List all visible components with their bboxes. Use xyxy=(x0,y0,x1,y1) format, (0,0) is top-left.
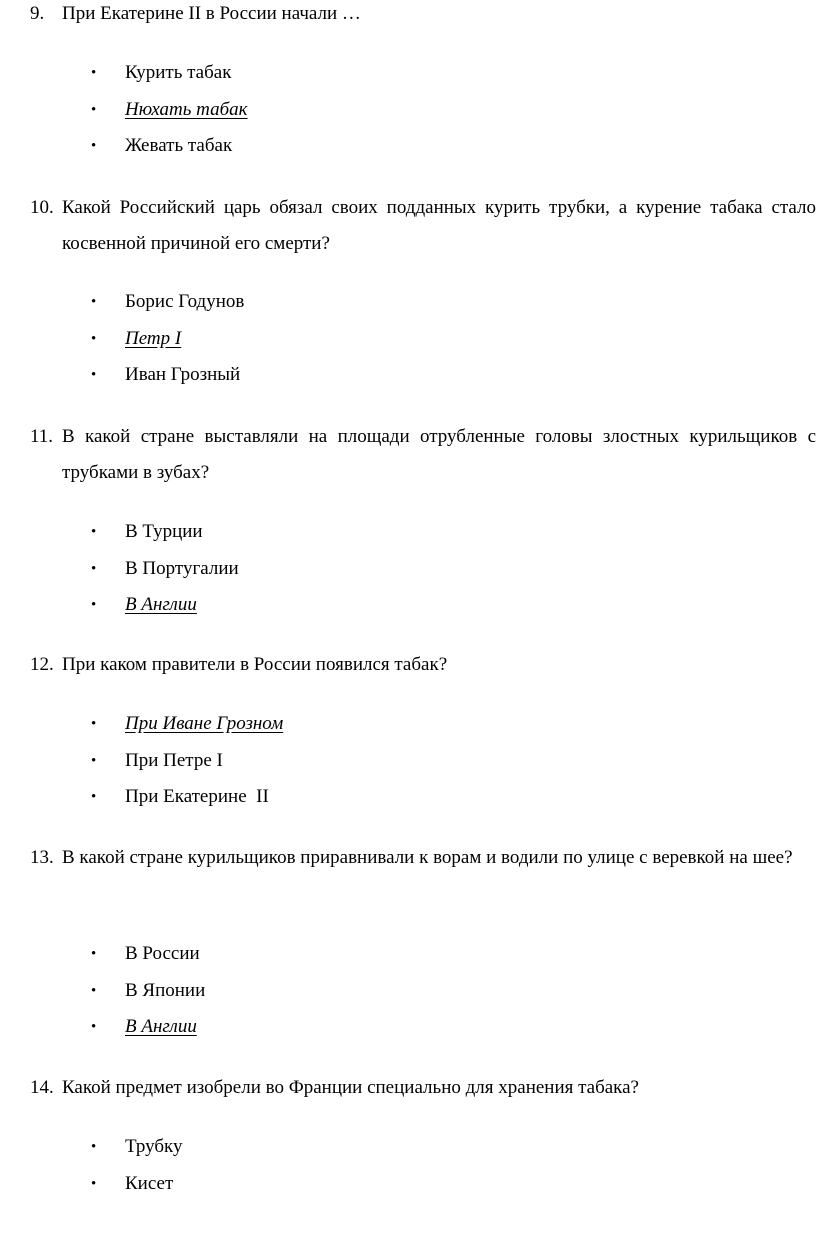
bullet-icon: • xyxy=(91,367,97,383)
question-number: 9. xyxy=(30,3,45,24)
answer-label: В Японии xyxy=(125,979,206,1001)
bullet-icon: • xyxy=(91,1019,97,1035)
answer-option xyxy=(0,1166,816,1203)
answer-label: Жевать табак xyxy=(125,135,233,156)
question-14 xyxy=(30,1070,816,1106)
question-text: При Екатерине II в России начали … xyxy=(62,3,361,24)
question-10 xyxy=(30,190,816,262)
bullet-icon: • xyxy=(91,330,97,347)
answer-option-correct xyxy=(0,92,816,129)
answer-label: При Екатерине II xyxy=(125,786,269,807)
answer-label: Трубку xyxy=(125,1136,183,1157)
question-number: 14. xyxy=(30,1077,54,1098)
bullet-icon: • xyxy=(91,789,97,805)
bullet-icon: • xyxy=(91,597,97,613)
answer-label: При Иване Грозном xyxy=(125,713,284,734)
answer-option-correct xyxy=(0,321,816,358)
question-text: При каком правители в России появился табак? xyxy=(62,654,448,675)
question-12 xyxy=(30,647,816,683)
bullet-icon: • xyxy=(91,982,97,999)
answer-label: Курить табак xyxy=(125,62,232,83)
question-number: 10. xyxy=(30,197,54,218)
answer-label: В Англии xyxy=(125,594,197,615)
question-13 xyxy=(30,840,816,876)
answer-option-correct xyxy=(0,587,816,624)
answer-label: Петр I xyxy=(125,327,182,349)
answer-option-correct xyxy=(0,1009,816,1046)
answer-label: Нюхать табак xyxy=(125,98,248,120)
answer-option xyxy=(0,55,816,92)
answer-option-correct xyxy=(0,706,816,743)
bullet-icon: • xyxy=(91,946,97,962)
answer-list-9 xyxy=(0,55,816,165)
question-text: В какой стране выставляли на площади отрубленные головы злостных курильщиков с трубками в зубах? xyxy=(62,426,816,483)
answer-list-13 xyxy=(0,936,816,1046)
question-text: Какой Российский царь обязал своих подданных курить трубки, а курение табака стало косвенной причиной его смерти? xyxy=(62,197,816,254)
bullet-icon: • xyxy=(91,716,97,732)
bullet-icon: • xyxy=(91,65,97,81)
question-11 xyxy=(30,419,816,491)
question-9 xyxy=(30,0,816,32)
answer-label: В Португалии xyxy=(125,557,239,579)
answer-list-14 xyxy=(0,1129,816,1202)
answer-list-12 xyxy=(0,706,816,816)
answer-label: Кисет xyxy=(125,1172,174,1194)
bullet-icon: • xyxy=(91,524,97,540)
bullet-icon: • xyxy=(91,1175,97,1192)
answer-label: В Англии xyxy=(125,1016,197,1037)
answer-option xyxy=(0,514,816,551)
answer-option xyxy=(0,743,816,780)
answer-label: Иван Грозный xyxy=(125,364,241,385)
answer-option xyxy=(0,779,816,816)
question-text: В какой стране курильщиков приравнивали к ворам и водили по улице с веревкой на шее? xyxy=(62,847,793,868)
answer-option xyxy=(0,1129,816,1166)
answer-option xyxy=(0,357,816,394)
bullet-icon: • xyxy=(91,101,97,118)
answer-option xyxy=(0,551,816,588)
bullet-icon: • xyxy=(91,560,97,577)
question-number: 11. xyxy=(30,426,54,447)
question-number: 12. xyxy=(30,654,54,675)
question-text: Какой предмет изобрели во Франции специально для хранения табака? xyxy=(62,1077,639,1098)
answer-label: В России xyxy=(125,943,200,964)
answer-option xyxy=(0,128,816,165)
answer-label: В Турции xyxy=(125,521,203,542)
answer-list-11 xyxy=(0,514,816,624)
bullet-icon: • xyxy=(91,752,97,769)
answer-list-10 xyxy=(0,284,816,394)
answer-option xyxy=(0,973,816,1010)
question-number: 13. xyxy=(30,847,54,868)
bullet-icon: • xyxy=(91,138,97,154)
answer-option xyxy=(0,936,816,973)
answer-label: Борис Годунов xyxy=(125,291,245,312)
answer-option xyxy=(0,284,816,321)
answer-label: При Петре I xyxy=(125,749,223,771)
bullet-icon: • xyxy=(91,1139,97,1155)
bullet-icon: • xyxy=(91,294,97,310)
